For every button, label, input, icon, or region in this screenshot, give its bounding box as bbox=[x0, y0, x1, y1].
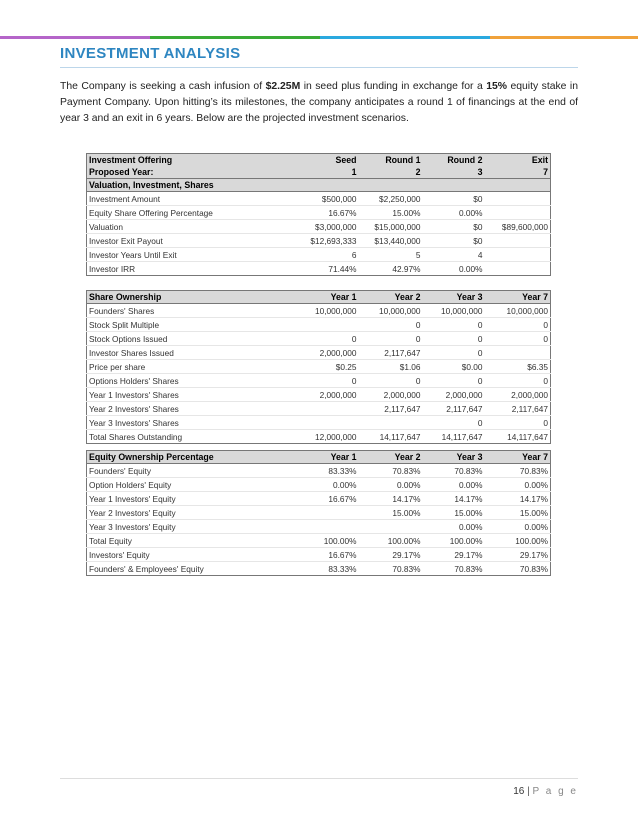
table-cell: 0 bbox=[485, 374, 551, 388]
table-cell: Year 1 bbox=[293, 451, 359, 464]
row-label: Valuation bbox=[87, 220, 293, 234]
table-row bbox=[87, 492, 551, 506]
table-cell: $13,440,000 bbox=[359, 234, 423, 248]
table-cell: $6.35 bbox=[485, 360, 551, 374]
table-cell bbox=[293, 416, 359, 430]
table-row bbox=[87, 506, 551, 520]
table-cell: $0 bbox=[423, 220, 485, 234]
row-label: Option Holders' Equity bbox=[87, 478, 293, 492]
row-label: Equity Share Offering Percentage bbox=[87, 206, 293, 220]
table-cell: Seed bbox=[293, 154, 359, 167]
table-cell: 0 bbox=[485, 318, 551, 332]
table-cell: 7 bbox=[485, 166, 551, 179]
table-cell: 15.00% bbox=[423, 506, 485, 520]
table-cell: 70.83% bbox=[485, 464, 551, 478]
table-cell: $0 bbox=[423, 234, 485, 248]
table-cell: 2,117,647 bbox=[359, 402, 423, 416]
table-cell: 0 bbox=[485, 332, 551, 346]
table-cell: 3 bbox=[423, 166, 485, 179]
table-cell bbox=[485, 248, 551, 262]
table-cell: 83.33% bbox=[293, 562, 359, 576]
table-cell: 71.44% bbox=[293, 262, 359, 276]
investment-offering-table bbox=[86, 153, 550, 276]
row-label: Proposed Year: bbox=[87, 166, 293, 179]
table-cell: Round 2 bbox=[423, 154, 485, 167]
table-cell: $0.25 bbox=[293, 360, 359, 374]
table-cell: 29.17% bbox=[359, 548, 423, 562]
table-cell: 0 bbox=[293, 374, 359, 388]
row-label: Total Shares Outstanding bbox=[87, 430, 293, 444]
table-cell: 2,000,000 bbox=[293, 388, 359, 402]
table-cell bbox=[485, 206, 551, 220]
table-header-row bbox=[87, 166, 551, 179]
table-row bbox=[87, 548, 551, 562]
row-label: Year 1 Investors' Equity bbox=[87, 492, 293, 506]
row-label: Stock Split Multiple bbox=[87, 318, 293, 332]
color-bar-segment bbox=[490, 36, 638, 39]
row-label: Total Equity bbox=[87, 534, 293, 548]
table-cell: 0 bbox=[423, 318, 485, 332]
table-row bbox=[87, 234, 551, 248]
row-label: Investor Exit Payout bbox=[87, 234, 293, 248]
table-cell: 70.83% bbox=[359, 562, 423, 576]
table-cell: 2 bbox=[359, 166, 423, 179]
row-label: Investors' Equity bbox=[87, 548, 293, 562]
table-cell: 15.00% bbox=[485, 506, 551, 520]
table-cell bbox=[293, 506, 359, 520]
table-row bbox=[87, 206, 551, 220]
table-cell: 100.00% bbox=[423, 534, 485, 548]
table-cell: 0 bbox=[423, 346, 485, 360]
table-cell: 100.00% bbox=[293, 534, 359, 548]
table-cell: $1.06 bbox=[359, 360, 423, 374]
table-cell: 100.00% bbox=[485, 534, 551, 548]
row-label: Investor IRR bbox=[87, 262, 293, 276]
table-cell: 14.17% bbox=[423, 492, 485, 506]
table-row bbox=[87, 318, 551, 332]
subheader-label: Valuation, Investment, Shares bbox=[87, 179, 551, 192]
page-footer bbox=[513, 786, 578, 797]
table-row bbox=[87, 478, 551, 492]
table-row bbox=[87, 192, 551, 206]
row-label: Equity Ownership Percentage bbox=[87, 451, 293, 464]
table-cell: 83.33% bbox=[293, 464, 359, 478]
table-cell: Year 2 bbox=[359, 291, 423, 304]
table-cell: 0.00% bbox=[359, 478, 423, 492]
row-label: Investor Years Until Exit bbox=[87, 248, 293, 262]
table-row bbox=[87, 464, 551, 478]
table-cell: Year 3 bbox=[423, 291, 485, 304]
table-cell: Round 1 bbox=[359, 154, 423, 167]
table-row bbox=[87, 262, 551, 276]
table-cell: Year 7 bbox=[485, 291, 551, 304]
table-cell: $0 bbox=[423, 192, 485, 206]
color-bar-segment bbox=[150, 36, 320, 39]
intro-paragraph bbox=[60, 79, 578, 127]
table-row bbox=[87, 388, 551, 402]
row-label: Founders' Equity bbox=[87, 464, 293, 478]
table-cell: 2,117,647 bbox=[485, 402, 551, 416]
table-row bbox=[87, 534, 551, 548]
table-cell: 70.83% bbox=[359, 464, 423, 478]
table-cell: 0.00% bbox=[423, 520, 485, 534]
footer-divider bbox=[60, 778, 578, 779]
share-ownership-table bbox=[86, 290, 550, 444]
table-cell: 0.00% bbox=[485, 520, 551, 534]
table-cell: 14.17% bbox=[359, 492, 423, 506]
table-cell: 4 bbox=[423, 248, 485, 262]
row-label: Year 3 Investors' Shares bbox=[87, 416, 293, 430]
table-cell: 29.17% bbox=[485, 548, 551, 562]
table-cell: 70.83% bbox=[485, 562, 551, 576]
table-cell: 14,117,647 bbox=[485, 430, 551, 444]
table-cell: 2,000,000 bbox=[359, 388, 423, 402]
table-cell: 5 bbox=[359, 248, 423, 262]
intro-text: The Company is seeking a cash infusion of bbox=[60, 81, 266, 92]
table-cell: Exit bbox=[485, 154, 551, 167]
table-cell: 2,000,000 bbox=[423, 388, 485, 402]
page-label: P a g e bbox=[532, 786, 578, 797]
table-cell: 0.00% bbox=[423, 206, 485, 220]
table-row bbox=[87, 220, 551, 234]
row-label: Founders' Shares bbox=[87, 304, 293, 318]
intro-text: in seed plus funding in exchange for a bbox=[300, 81, 487, 92]
table-cell: 15.00% bbox=[359, 506, 423, 520]
row-label: Share Ownership bbox=[87, 291, 293, 304]
intro-stake: 15% bbox=[486, 81, 507, 92]
row-label: Investment Offering bbox=[87, 154, 293, 167]
row-label: Year 2 Investors' Shares bbox=[87, 402, 293, 416]
table-cell: 70.83% bbox=[423, 464, 485, 478]
table-cell: 12,000,000 bbox=[293, 430, 359, 444]
table-cell: 100.00% bbox=[359, 534, 423, 548]
table-row bbox=[87, 360, 551, 374]
table-cell: Year 1 bbox=[293, 291, 359, 304]
table-cell: 10,000,000 bbox=[485, 304, 551, 318]
table-cell bbox=[485, 262, 551, 276]
table-cell: Year 3 bbox=[423, 451, 485, 464]
table-row bbox=[87, 346, 551, 360]
table-cell bbox=[359, 416, 423, 430]
table-row bbox=[87, 520, 551, 534]
table-cell: 16.67% bbox=[293, 206, 359, 220]
table-cell: 10,000,000 bbox=[359, 304, 423, 318]
table-cell: $2,250,000 bbox=[359, 192, 423, 206]
table-cell: Year 2 bbox=[359, 451, 423, 464]
table-cell: 10,000,000 bbox=[423, 304, 485, 318]
color-bar-segment bbox=[320, 36, 490, 39]
table-cell: 0 bbox=[423, 332, 485, 346]
table-header-row bbox=[87, 451, 551, 464]
page-number: 16 bbox=[513, 786, 525, 797]
table-cell: 14,117,647 bbox=[423, 430, 485, 444]
table-cell: $15,000,000 bbox=[359, 220, 423, 234]
footer-separator: | bbox=[527, 786, 530, 797]
table-cell: 14.17% bbox=[485, 492, 551, 506]
table-cell bbox=[485, 192, 551, 206]
intro-amount: $2.25M bbox=[265, 81, 301, 92]
table-cell: 0 bbox=[423, 416, 485, 430]
row-label: Investment Amount bbox=[87, 192, 293, 206]
table-cell: 2,117,647 bbox=[359, 346, 423, 360]
equity-ownership-table bbox=[86, 450, 550, 576]
page-title: INVESTMENT ANALYSIS bbox=[60, 45, 241, 62]
table-cell: $89,600,000 bbox=[485, 220, 551, 234]
table-cell: 16.67% bbox=[293, 492, 359, 506]
table-cell: 0.00% bbox=[293, 478, 359, 492]
table-cell bbox=[485, 346, 551, 360]
table-cell: $12,693,333 bbox=[293, 234, 359, 248]
table-cell bbox=[359, 520, 423, 534]
table-cell: $0.00 bbox=[423, 360, 485, 374]
table-cell: 0.00% bbox=[485, 478, 551, 492]
table-cell: $3,000,000 bbox=[293, 220, 359, 234]
intro-text: equity stake in Payment Company. Upon hitting’s its milestones, the company anticipates a round 1 of financings at the end of year 3 and an exit in 6 years. Below are the projected investment scenarios. bbox=[60, 81, 579, 124]
table-cell: 10,000,000 bbox=[293, 304, 359, 318]
table-cell: 2,117,647 bbox=[423, 402, 485, 416]
table-cell: 0 bbox=[359, 332, 423, 346]
table-header-row bbox=[87, 154, 551, 167]
table-cell: 0 bbox=[485, 416, 551, 430]
title-divider bbox=[60, 67, 578, 68]
table-cell: 1 bbox=[293, 166, 359, 179]
table-cell: 0 bbox=[359, 374, 423, 388]
table-cell bbox=[293, 520, 359, 534]
table-cell: 0.00% bbox=[423, 478, 485, 492]
section-subheader bbox=[87, 179, 551, 192]
table-cell: $500,000 bbox=[293, 192, 359, 206]
table-cell bbox=[293, 318, 359, 332]
color-bar-segment bbox=[0, 36, 150, 39]
table-row bbox=[87, 248, 551, 262]
table-cell bbox=[485, 234, 551, 248]
row-label: Price per share bbox=[87, 360, 293, 374]
row-label: Options Holders' Shares bbox=[87, 374, 293, 388]
row-label: Year 2 Investors' Equity bbox=[87, 506, 293, 520]
table-row bbox=[87, 304, 551, 318]
table-row bbox=[87, 402, 551, 416]
table-cell: 29.17% bbox=[423, 548, 485, 562]
table-cell: 0 bbox=[359, 318, 423, 332]
table-cell: 2,000,000 bbox=[485, 388, 551, 402]
table-cell: Year 7 bbox=[485, 451, 551, 464]
table-cell: 0 bbox=[293, 332, 359, 346]
row-label: Stock Options Issued bbox=[87, 332, 293, 346]
table-row bbox=[87, 416, 551, 430]
table-row bbox=[87, 562, 551, 576]
color-bar bbox=[0, 36, 638, 39]
table-cell: 70.83% bbox=[423, 562, 485, 576]
row-label: Investor Shares Issued bbox=[87, 346, 293, 360]
table-row bbox=[87, 374, 551, 388]
table-cell: 15.00% bbox=[359, 206, 423, 220]
table-cell: 16.67% bbox=[293, 548, 359, 562]
row-label: Year 1 Investors' Shares bbox=[87, 388, 293, 402]
table-cell bbox=[293, 402, 359, 416]
table-cell: 14,117,647 bbox=[359, 430, 423, 444]
row-label: Year 3 Investors' Equity bbox=[87, 520, 293, 534]
table-cell: 0 bbox=[423, 374, 485, 388]
table-row bbox=[87, 332, 551, 346]
table-row bbox=[87, 430, 551, 444]
table-header-row bbox=[87, 291, 551, 304]
table-cell: 0.00% bbox=[423, 262, 485, 276]
table-cell: 6 bbox=[293, 248, 359, 262]
table-cell: 2,000,000 bbox=[293, 346, 359, 360]
table-cell: 42.97% bbox=[359, 262, 423, 276]
row-label: Founders' & Employees' Equity bbox=[87, 562, 293, 576]
